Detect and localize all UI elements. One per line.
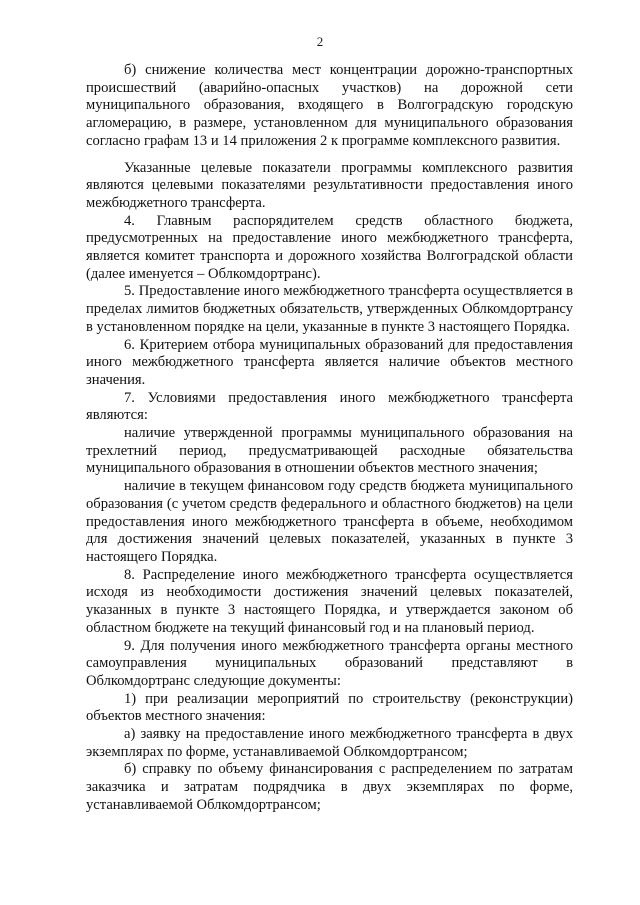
page-number: 2 bbox=[316, 34, 324, 49]
paragraph-condition-program: наличие утвержденной программы муниципального образования на трехлетний период, предусматривающей расходные обязательства муниципального образования в отношении объектов местного значения; bbox=[86, 425, 573, 477]
paragraph-condition-funds: наличие в текущем финансовом году средств бюджета муниципального образования (с учетом средств федерального и областного бюджетов) на цели предоставления иного межбюджетного трансферта в объеме, необходимом для достижения значений целевых показателей, указанных в пункте 3 настоящего Порядка. bbox=[86, 478, 573, 565]
paragraph-item-8: 8. Распределение иного межбюджетного трансферта осуществляется исходя из необходимости достижения значений целевых показателей, указанных в пункте 3 настоящего Порядка, и утверждается законом об областном бюджете на текущий финансовый год и на плановый период. bbox=[86, 566, 573, 636]
paragraph-item-6: 6. Критерием отбора муниципальных образований для предоставления иного межбюджетного трансферта является наличие объектов местного значения. bbox=[86, 336, 573, 388]
document-body bbox=[86, 62, 573, 815]
paragraph-subitem-b: б) справку по объему финансирования с распределением по затратам заказчика и затратам подрядчика в двух экземплярах по форме, устанавливаемой Облкомдортрансом; bbox=[86, 761, 573, 813]
paragraph-item-4: 4. Главным распорядителем средств областного бюджета, предусмотренных на предоставление иного межбюджетного трансферта, является комитет транспорта и дорожного хозяйства Волгоградской области (далее именуется – Облкомдортранс). bbox=[86, 212, 573, 282]
paragraph-target-indicators-note: Указанные целевые показатели программы комплексного развития являются целевыми показателями результативности предоставления иного межбюджетного трансферта. bbox=[86, 159, 573, 211]
paragraph-item-9: 9. Для получения иного межбюджетного трансферта органы местного самоуправления муниципальных образований представляют в Облкомдортранс следующие документы: bbox=[86, 637, 573, 689]
paragraph-subitem-1: 1) при реализации мероприятий по строительству (реконструкции) объектов местного значения: bbox=[86, 690, 573, 725]
paragraph-target-indicator-b: б) снижение количества мест концентрации дорожно-транспортных происшествий (аварийно-опасных участков) на дорожной сети муниципального образования, входящего в Волгоградскую городскую агломерацию, в размере, установленном для муниципального образования согласно графам 13 и 14 приложения 2 к программе комплексного развития. bbox=[86, 62, 573, 149]
paragraph-subitem-a: а) заявку на предоставление иного межбюджетного трансферта в двух экземплярах по форме, устанавливаемой Облкомдортрансом; bbox=[86, 726, 573, 760]
paragraph-item-5: 5. Предоставление иного межбюджетного трансферта осуществляется в пределах лимитов бюджетных обязательств, утвержденных Облкомдортрансу в установленном порядке на цели, указанные в пункте 3 настоящего Порядка. bbox=[86, 283, 573, 335]
paragraph-item-7: 7. Условиями предоставления иного межбюджетного трансферта являются: bbox=[86, 389, 573, 424]
